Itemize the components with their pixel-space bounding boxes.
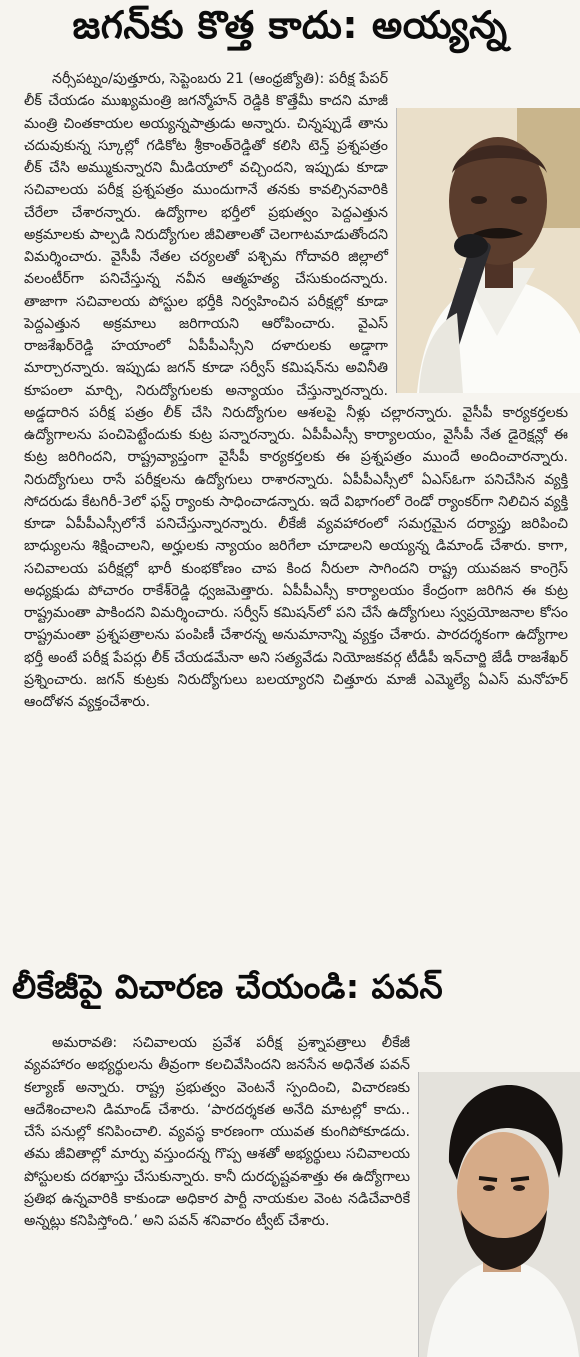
pawan-photo bbox=[418, 1072, 580, 1357]
article-ayyanna-body bbox=[24, 68, 568, 948]
ayyanna-photo bbox=[396, 108, 580, 393]
article-pawan-text: అమరావతి: సచివాలయ ప్రవేశ పరీక్ష ప్రశ్నాపత్రాలు లీకేజీ వ్యవహారం అభ్యర్థులను తీవ్రంగా కలచివేసిందని జనసేన అధినేత పవన్ కల్యాణ్ అన్నారు. రాష్ట్ర ప్రభుత్వం వెంటనే స్పందించి, విచారణకు ఆదేశించాలని డిమాండ్ చేశారు. ‘పారదర్శకత అనేది మాటల్లో కాదు.. చేసే పనుల్లో కనిపించాలి. వ్యవస్థ కారణంగా యువత కుంగిపోకూడదు. తమ జీవితాల్లో మార్పు వస్తుందన్న గొప్ప ఆశతో అభ్యర్థులు సచివాలయ పోస్టులకు దరఖాస్తు చేసుకున్నారు. కానీ దురదృష్టవశాత్తు ఈ ఉద్యోగాలు ప్రతిభ ఉన్నవారికి కాకుండా అధికార పార్టీ నాయకుల వెంట నడిచేవారికే అన్నట్లు కనిపిస్తోంది.’ అని పవన్ శనివారం ట్వీట్ చేశారు. bbox=[24, 1035, 410, 1229]
headline-ayyanna: జగన్‌కు కొత్త కాదు: అయ్యన్న bbox=[72, 3, 508, 47]
headline-pawan: లీకేజీపై విచారణ చేయండి: పవన్ bbox=[12, 967, 444, 1006]
article-ayyanna-text: పరీక్ష పేపర్ లీక్ చేయడం ముఖ్యమంత్రి జగన్మోహన్ రెడ్డికి కొత్తేమీ కాదని మాజీ మంత్రి చింతకాయల అయ్యన్నపాత్రుడు అన్నారు. చిన్నప్పుడే తాను చదువుకున్న స్కూల్లో గడికోట శ్రీకాంత్‌రెడ్డితో కలిసి టెన్త్ ప్రశ్నపత్రం లీక్ చేసి అమ్ముకున్నారని మీడియాలో వచ్చిందని, ఇప్పుడు కూడా సచివాలయ పరీక్ష ప్రశ్నపత్రం ముందుగానే తనకు కావల్సినవారికి చేరేలా చేశారన్నారు. ఉద్యోగాల భర్తీలో ప్రభుత్వం పెద్దఎత్తున అక్రమాలకు పాల్పడి నిరుద్యోగుల జీవితాలతో చెలగాటమాడుతోందని విమర్శించారు. వైసీపీ నేతల చర్యలతో పశ్చిమ గోదావరి జిల్లాలో వలంటీర్‌గా పనిచేస్తున్న నవీన ఆత్మహత్య చేసుకుందన్నారు. తాజాగా సచివాలయ పోస్టుల భర్తీకి నిర్వహించిన పరీక్షల్లో కూడా పెద్దఎత్తున అక్రమాలు జరిగాయని ఆరోపించారు. వైఎస్ రాజశేఖర్‌రెడ్డి హయాంలో ఏపీపీఎస్సీని దళారులకు అడ్డాగా మార్చారన్నారు. ఇప్పుడు జగన్ కూడా సర్వీస్ కమిషన్‌ను అవినీతి కూపంలా మార్చి, నిరుద్యోగులకు అన్యాయం చేస్తున్నారన్నారు. అడ్డదారిన పరీక్ష పత్రం లీక్ చేసి నిరుద్యోగుల ఆశలపై నీళ్లు చల్లారన్నారు. వైసీపీ కార్యకర్తలకు ఉద్యోగాలను పంచిపెట్టేందుకు కుట్ర పన్నారన్నారు. ఏపీపీఎస్సీ కార్యాలయం, వైసీపీ నేత డైరెక్షన్లో ఈ కుట్ర జరిగిందని, రాష్ట్రవ్యాప్తంగా వైసీపీ కార్యకర్తలకు ఈ ప్రశ్నపత్రం ముందే అందించారన్నారు. నిరుద్యోగులు రాసే పరీక్షలను ఉద్యోగులు రాశారన్నారు. ఏపీపీఎస్సీలో ఏఎస్ఓగా పనిచేసిన వ్యక్తి సోదరుడు కేటగిరీ-3లో ఫస్ట్ ర్యాంకు సాధించాడన్నారు. ఇదే విభాగంలో రెండో ర్యాంకర్‌గా నిలిచిన వ్యక్తి కూడా ఏపీపీఎస్సీలోనే పనిచేస్తున్నారన్నారు. లీకేజీ వ్యవహారంలో సమగ్రమైన దర్యాప్తు జరిపించి బాధ్యులను శిక్షించాలని, అర్హులకు న్యాయం జరిగేలా చూడాలని అయ్యన్న డిమాండ్ చేశారు. కాగా, సచివాలయ పరీక్షల్లో భారీ కుంభకోణం చాప కింద నీరులా సాగిందని రాష్ట్ర యువజన కాంగ్రెస్ అధ్యక్షుడు పోచారం రాకేశ్‌రెడ్డి ధ్వజమెత్తారు. ఏపీపీఎస్సీ కార్యాలయం కేంద్రంగా జరిగిన ఈ కుట్ర రాష్ట్రమంతా పాకిందని విమర్శించారు. సర్వీస్ కమిషన్‌లో పని చేసే ఉద్యోగులు స్వప్రయోజనాల కోసం రాష్ట్రమంతా ప్రశ్నపత్రాలను పంపిణీ చేశారన్న అనుమానాన్ని వ్యక్తం చేశారు. పారదర్శకంగా ఉద్యోగాల భర్తీ అంటే పరీక్ష పేపర్లు లీక్ చేయడమేనా అని సత్యవేడు నియోజకవర్గ టీడీపీ ఇన్‌చార్జి జేడీ రాజశేఖర్ ప్రశ్నించారు. జగన్ కుట్రకు నిరుద్యోగులు బలయ్యారని చిత్తూరు మాజీ ఎమ్మెల్యే ఏఎస్ మనోహర్ ఆందోళన వ్యక్తంచేశారు. bbox=[24, 71, 568, 710]
dateline: నర్సీపట్నం/పుత్తూరు, సెప్టెంబరు 21 (ఆంధ్రజ్యోతి): bbox=[52, 71, 325, 87]
article-pawan-body bbox=[24, 1032, 568, 1332]
